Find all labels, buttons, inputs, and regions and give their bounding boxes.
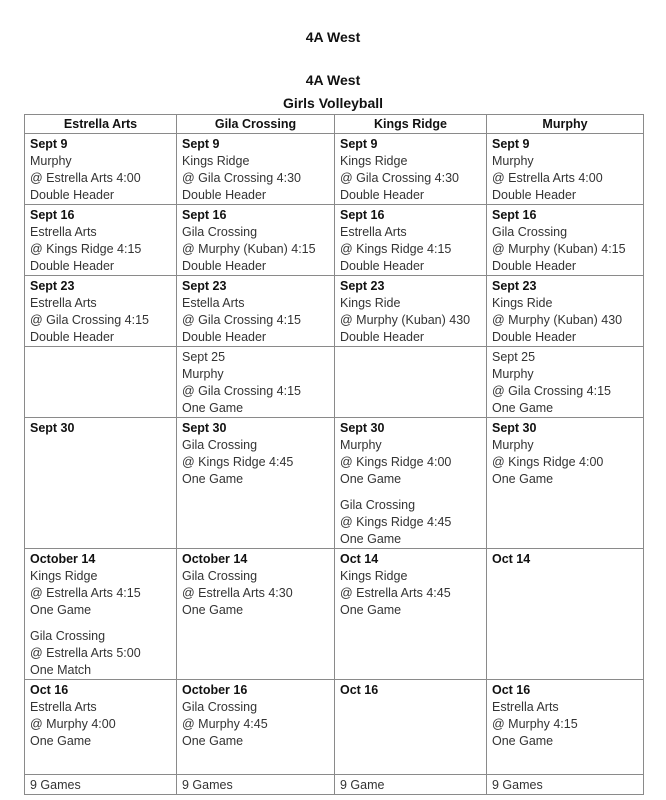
schedule-cell: [335, 134, 487, 205]
schedule-cell: [335, 680, 487, 775]
page-heading: 4A West: [305, 29, 361, 45]
schedule-cell: [335, 549, 487, 680]
schedule-cell: [487, 549, 644, 680]
game-date: Sept 23: [182, 279, 227, 293]
schedule-cell: [487, 134, 644, 205]
table-row: [25, 680, 644, 775]
schedule-cell: [25, 347, 177, 418]
game-detail: One Game: [182, 401, 244, 415]
game-detail: Kings Ridge: [340, 154, 408, 168]
game-detail: @ Estrella Arts 4:15: [30, 586, 141, 600]
game-detail: @ Murphy (Kuban) 430: [340, 313, 471, 327]
game-date: Oct 14: [340, 552, 379, 566]
schedule-cell: [335, 205, 487, 276]
game-detail: One Match: [30, 663, 92, 677]
game-date: Oct 16: [492, 683, 531, 697]
game-date: Oct 14: [492, 552, 531, 566]
games-total-cell: 9 Games: [177, 775, 335, 795]
game-detail: One Game: [340, 472, 402, 486]
game-detail: One Game: [182, 734, 244, 748]
schedule-cell: [335, 276, 487, 347]
game-date: Sept 30: [30, 421, 75, 435]
schedule-cell: [25, 276, 177, 347]
game-detail: @ Kings Ridge 4:45: [340, 515, 452, 529]
game-detail: @ Estrella Arts 5:00: [30, 646, 141, 660]
schedule-cell: [487, 205, 644, 276]
column-header: Murphy: [487, 115, 644, 134]
schedule-cell: [177, 134, 335, 205]
schedule-cell: [25, 418, 177, 549]
game-detail: Murphy: [182, 367, 224, 381]
game-detail: Double Header: [182, 330, 267, 344]
game-date: Sept 16: [340, 208, 385, 222]
schedule-cell: [177, 549, 335, 680]
game-date: Sept 30: [182, 421, 227, 435]
spacer: [340, 488, 481, 497]
schedule-cell: [25, 680, 177, 775]
game-date: Sept 16: [492, 208, 537, 222]
game-detail: Double Header: [340, 259, 425, 273]
game-date: Sept 23: [492, 279, 537, 293]
game-detail: @ Murphy (Kuban) 4:15: [492, 242, 626, 256]
conference-title: 4A West: [305, 72, 361, 88]
game-detail: @ Estrella Arts 4:00: [492, 171, 603, 185]
game-detail: One Game: [492, 734, 554, 748]
table-row: [25, 276, 644, 347]
game-detail: Gila Crossing: [182, 569, 258, 583]
game-date: Sept 30: [340, 421, 385, 435]
game-detail: @ Kings Ridge 4:45: [182, 455, 294, 469]
spacer: [30, 619, 171, 628]
game-detail: @ Gila Crossing 4:15: [492, 384, 611, 398]
game-detail: One Game: [340, 603, 402, 617]
game-detail: One Game: [340, 532, 402, 546]
game-detail: Kings Ridge: [340, 569, 408, 583]
schedule-cell: [335, 347, 487, 418]
game-detail: Estrella Arts: [30, 296, 97, 310]
game-detail: @ Gila Crossing 4:15: [182, 313, 301, 327]
game-detail: Double Header: [30, 259, 115, 273]
schedule-cell: [177, 276, 335, 347]
schedule-cell: [25, 549, 177, 680]
schedule-cell: [487, 680, 644, 775]
game-detail: Estrella Arts: [30, 700, 97, 714]
game-detail: @ Gila Crossing 4:30: [340, 171, 459, 185]
game-detail: Double Header: [30, 330, 115, 344]
game-detail: One Game: [492, 472, 554, 486]
game-detail: @ Murphy (Kuban) 430: [492, 313, 623, 327]
game-detail: @ Kings Ridge 4:15: [30, 242, 142, 256]
schedule-cell: [25, 134, 177, 205]
game-date: Sept 23: [340, 279, 385, 293]
schedule-table: [24, 114, 644, 795]
game-detail: @ Murphy 4:00: [30, 717, 116, 731]
game-detail: Kings Ridge: [182, 154, 250, 168]
game-date: Sept 9: [30, 137, 68, 151]
game-detail: Murphy: [492, 154, 534, 168]
header-row: [25, 115, 644, 134]
column-header: Gila Crossing: [177, 115, 335, 134]
game-detail: Double Header: [492, 330, 577, 344]
game-detail: Kings Ride: [492, 296, 553, 310]
game-detail: @ Estrella Arts 4:45: [340, 586, 451, 600]
game-detail: Gila Crossing: [182, 700, 258, 714]
game-detail: @ Gila Crossing 4:15: [182, 384, 301, 398]
game-detail: Double Header: [492, 188, 577, 202]
game-date: Sept 23: [30, 279, 75, 293]
game-detail: Estrella Arts: [492, 700, 559, 714]
schedule-cell: [177, 680, 335, 775]
game-date: Sept 9: [340, 137, 378, 151]
table-row: [25, 549, 644, 680]
game-detail: One Game: [492, 401, 554, 415]
game-detail: Gila Crossing: [30, 629, 106, 643]
game-detail: Murphy: [340, 438, 382, 452]
game-date: Sept 30: [492, 421, 537, 435]
schedule-cell: [177, 418, 335, 549]
game-detail: Gila Crossing: [492, 225, 568, 239]
schedule-cell: [177, 205, 335, 276]
games-total-cell: 9 Games: [487, 775, 644, 795]
schedule-cell: [335, 418, 487, 549]
table-row: [25, 418, 644, 549]
games-total-cell: 9 Game: [335, 775, 487, 795]
game-detail: Double Header: [182, 188, 267, 202]
game-detail: @ Gila Crossing 4:15: [30, 313, 149, 327]
game-detail: @ Murphy 4:45: [182, 717, 268, 731]
column-header: Estrella Arts: [25, 115, 177, 134]
game-detail: @ Murphy 4:15: [492, 717, 578, 731]
game-detail: Double Header: [340, 330, 425, 344]
game-date: Sept 9: [492, 137, 530, 151]
game-detail: Estella Arts: [182, 296, 245, 310]
schedule-cell: [487, 418, 644, 549]
game-detail: One Game: [182, 603, 244, 617]
schedule-cell: [487, 347, 644, 418]
game-detail: Double Header: [182, 259, 267, 273]
game-detail: Gila Crossing: [182, 225, 258, 239]
game-detail: Estrella Arts: [30, 225, 97, 239]
game-detail: @ Kings Ridge 4:00: [492, 455, 604, 469]
game-detail: One Game: [182, 472, 244, 486]
game-detail: Double Header: [30, 188, 115, 202]
game-detail: One Game: [30, 603, 92, 617]
game-detail: @ Gila Crossing 4:30: [182, 171, 301, 185]
games-total-cell: 9 Games: [25, 775, 177, 795]
game-detail: Gila Crossing: [182, 438, 258, 452]
game-detail: @ Murphy (Kuban) 4:15: [182, 242, 316, 256]
column-header: Kings Ridge: [335, 115, 487, 134]
game-detail: Sept 25: [182, 350, 226, 364]
game-detail: Gila Crossing: [340, 498, 416, 512]
game-detail: Kings Ridge: [30, 569, 98, 583]
table-row: [25, 205, 644, 276]
game-detail: @ Kings Ridge 4:15: [340, 242, 452, 256]
table-row: [25, 347, 644, 418]
game-detail: One Game: [30, 734, 92, 748]
game-detail: @ Estrella Arts 4:00: [30, 171, 141, 185]
game-detail: @ Estrella Arts 4:30: [182, 586, 293, 600]
game-date: Oct 16: [340, 683, 379, 697]
schedule-cell: [177, 347, 335, 418]
game-detail: Double Header: [492, 259, 577, 273]
game-detail: Estrella Arts: [340, 225, 407, 239]
totals-row: [25, 775, 644, 795]
game-detail: Murphy: [492, 438, 534, 452]
sport-title: Girls Volleyball: [282, 95, 384, 111]
game-detail: Kings Ride: [340, 296, 401, 310]
schedule-cell: [487, 276, 644, 347]
game-detail: @ Kings Ridge 4:00: [340, 455, 452, 469]
game-detail: Murphy: [492, 367, 534, 381]
game-detail: Murphy: [30, 154, 72, 168]
game-detail: Sept 25: [492, 350, 536, 364]
game-date: October 16: [182, 683, 248, 697]
game-date: October 14: [182, 552, 248, 566]
schedule-cell: [25, 205, 177, 276]
game-date: Oct 16: [30, 683, 69, 697]
game-detail: Double Header: [340, 188, 425, 202]
table-row: [25, 134, 644, 205]
game-date: Sept 9: [182, 137, 220, 151]
game-date: Sept 16: [182, 208, 227, 222]
game-date: October 14: [30, 552, 96, 566]
game-date: Sept 16: [30, 208, 75, 222]
